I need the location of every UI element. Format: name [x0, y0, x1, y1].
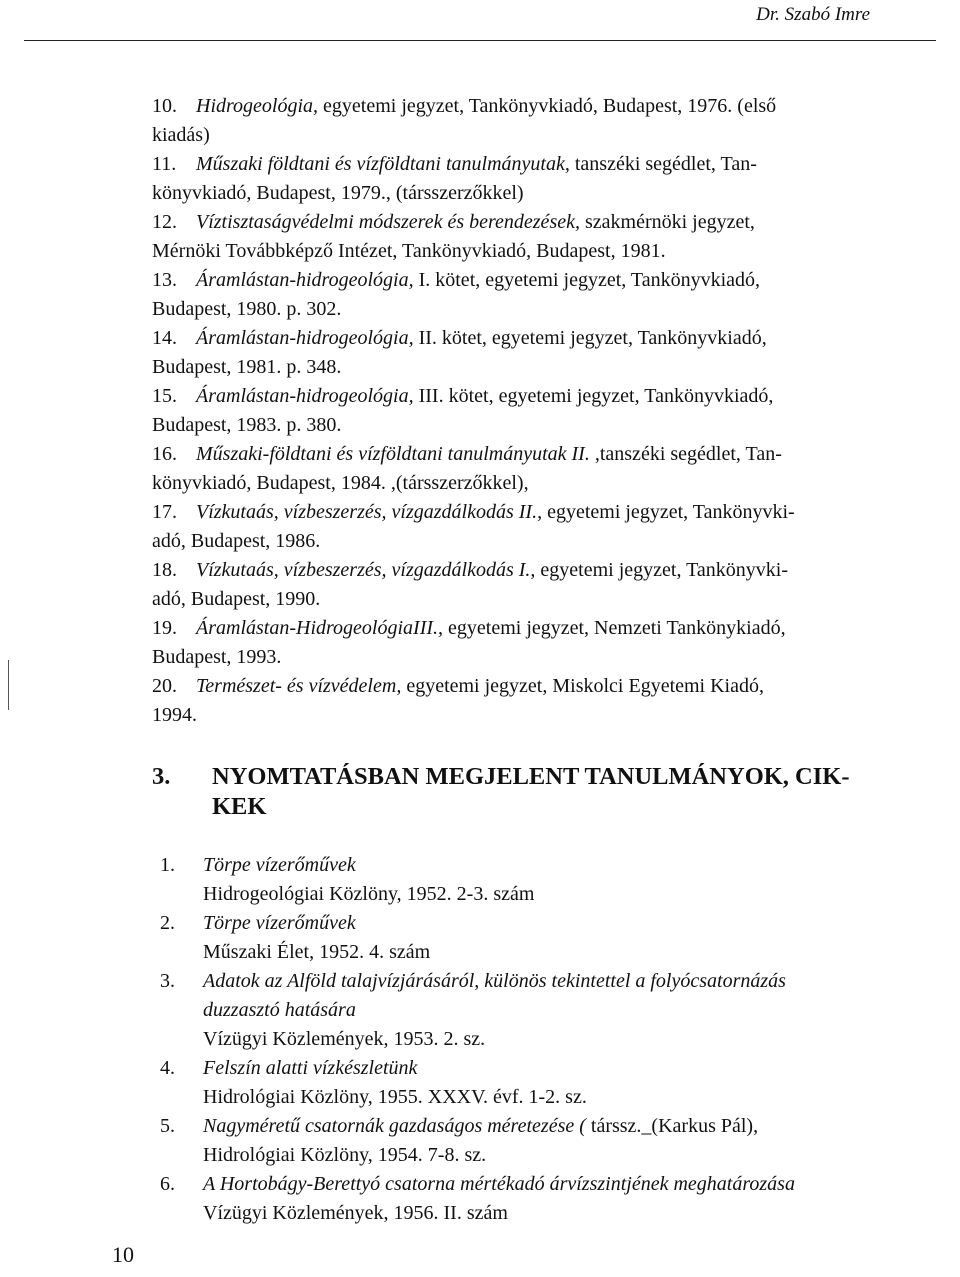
list-item	[160, 1170, 950, 1228]
section-number: 3.	[152, 763, 171, 790]
item-number: 14.	[152, 327, 177, 349]
item-title: Áramlástan-HidrogeológiaIII.,	[196, 617, 444, 639]
item-details: egyetemi jegyzet, Miskolci Egyetemi Kiadó,	[401, 675, 764, 697]
item-continuation: 1994.	[152, 704, 197, 726]
header-author: Dr. Szabó Imre	[756, 4, 870, 25]
item-title: Törpe vízerőművek	[203, 854, 356, 876]
item-continuation: Budapest, 1981. p. 348.	[152, 356, 342, 378]
list-item	[152, 266, 950, 324]
item-source: Hidrológiai Közlöny, 1955. XXXV. évf. 1-2. sz.	[203, 1086, 587, 1108]
item-number: 6.	[160, 1173, 175, 1195]
list-item	[160, 1054, 950, 1112]
item-title: Hidrogeológia,	[196, 95, 319, 117]
item-source: Hidrogeológiai Közlöny, 1952. 2-3. szám	[203, 883, 535, 905]
section-title-line2: KEK	[212, 793, 267, 820]
item-title: Felszín alatti vízkészletünk	[203, 1057, 418, 1079]
item-number: 18.	[152, 559, 177, 581]
item-number: 3.	[160, 970, 175, 992]
list-item	[152, 324, 950, 382]
item-number: 17.	[152, 501, 177, 523]
list-item	[152, 614, 950, 672]
item-number: 13.	[152, 269, 177, 291]
list-item	[152, 498, 950, 556]
list-item	[160, 967, 950, 1054]
list-item	[152, 208, 950, 266]
item-details: ,tanszéki segédlet, Tan-	[589, 443, 782, 465]
item-continuation: Budapest, 1980. p. 302.	[152, 298, 342, 320]
item-number: 10.	[152, 95, 177, 117]
item-title: Adatok az Alföld talajvízjárásáról, különös tekintettel a folyócsatornázás	[203, 970, 786, 992]
item-details: III. kötet, egyetemi jegyzet, Tankönyvkiadó,	[413, 385, 774, 407]
item-title: Természet- és vízvédelem,	[196, 675, 402, 697]
item-continuation: kiadás)	[152, 124, 210, 146]
item-title: A Hortobágy-Berettyó csatorna mértékadó árvízszintjének meghatározása	[203, 1173, 795, 1195]
item-title-cont: duzzasztó hatására	[203, 999, 356, 1021]
margin-mark	[8, 660, 9, 710]
item-continuation: Budapest, 1993.	[152, 646, 282, 668]
item-details: egyetemi jegyzet, Tankönyvkiadó, Budapest, 1976. (első	[318, 95, 777, 117]
list-item	[160, 909, 950, 967]
item-title: Vízkutaás, vízbeszerzés, vízgazdálkodás II.,	[196, 501, 543, 523]
item-number: 5.	[160, 1115, 175, 1137]
item-title: Vízkutaás, vízbeszerzés, vízgazdálkodás I.,	[196, 559, 536, 581]
item-continuation: Mérnöki Továbbképző Intézet, Tankönyvkiadó, Budapest, 1981.	[152, 240, 666, 262]
item-number: 12.	[152, 211, 177, 233]
page-number: 10	[112, 1242, 134, 1267]
item-number: 15.	[152, 385, 177, 407]
item-source: Hidrológiai Közlöny, 1954. 7-8. sz.	[203, 1144, 487, 1166]
item-number: 20.	[152, 675, 177, 697]
list-item	[152, 382, 950, 440]
item-number: 1.	[160, 854, 175, 876]
page-header	[24, 0, 936, 41]
item-continuation: könyvkiadó, Budapest, 1984. ,(társszerzőkkel),	[152, 472, 529, 494]
list-item	[160, 851, 950, 909]
list-item	[152, 440, 950, 498]
item-number: 16.	[152, 443, 177, 465]
publication-list-notes	[152, 92, 950, 730]
item-title: Műszaki-földtani és vízföldtani tanulmányutak II.	[196, 443, 590, 465]
item-details: II. kötet, egyetemi jegyzet, Tankönyvkiadó,	[413, 327, 767, 349]
list-item	[160, 1112, 950, 1170]
item-continuation: Budapest, 1983. p. 380.	[152, 414, 342, 436]
item-coauthor: társsz._(Karkus Pál),	[590, 1115, 759, 1137]
section-title-line1: NYOMTATÁSBAN MEGJELENT TANULMÁNYOK, CIK-	[212, 763, 850, 790]
item-title: Víztisztaságvédelmi módszerek és berendezések,	[196, 211, 580, 233]
item-details: egyetemi jegyzet, Nemzeti Tankönykiadó,	[443, 617, 786, 639]
item-continuation: adó, Budapest, 1990.	[152, 588, 321, 610]
list-item	[152, 672, 950, 730]
item-continuation: adó, Budapest, 1986.	[152, 530, 321, 552]
item-details: egyetemi jegyzet, Tankönyvki-	[535, 559, 789, 581]
item-number: 4.	[160, 1057, 175, 1079]
item-number: 11.	[152, 153, 177, 175]
item-title: Műszaki földtani és vízföldtani tanulmányutak,	[196, 153, 570, 175]
item-source: Műszaki Élet, 1952. 4. szám	[203, 941, 431, 963]
item-continuation: könyvkiadó, Budapest, 1979., (társszerzőkkel)	[152, 182, 524, 204]
item-details: szakmérnöki jegyzet,	[579, 211, 755, 233]
item-title: Nagyméretű csatornák gazdaságos méretezése (	[203, 1115, 586, 1137]
list-item	[152, 556, 950, 614]
item-number: 2.	[160, 912, 175, 934]
list-item	[152, 150, 950, 208]
item-title: Áramlástan-hidrogeológia,	[196, 269, 414, 291]
list-item	[152, 92, 950, 150]
item-source: Vízügyi Közlemények, 1953. 2. sz.	[203, 1028, 486, 1050]
section-heading	[152, 762, 950, 822]
item-details: tanszéki segédlet, Tan-	[569, 153, 757, 175]
item-title: Törpe vízerőművek	[203, 912, 356, 934]
item-title: Áramlástan-hidrogeológia,	[196, 385, 414, 407]
item-details: I. kötet, egyetemi jegyzet, Tankönyvkiadó,	[413, 269, 761, 291]
item-number: 19.	[152, 617, 177, 639]
item-details: egyetemi jegyzet, Tankönyvki-	[542, 501, 795, 523]
item-source: Vízügyi Közlemények, 1956. II. szám	[203, 1202, 508, 1224]
item-title: Áramlástan-hidrogeológia,	[196, 327, 414, 349]
publication-list-articles	[160, 851, 950, 1228]
